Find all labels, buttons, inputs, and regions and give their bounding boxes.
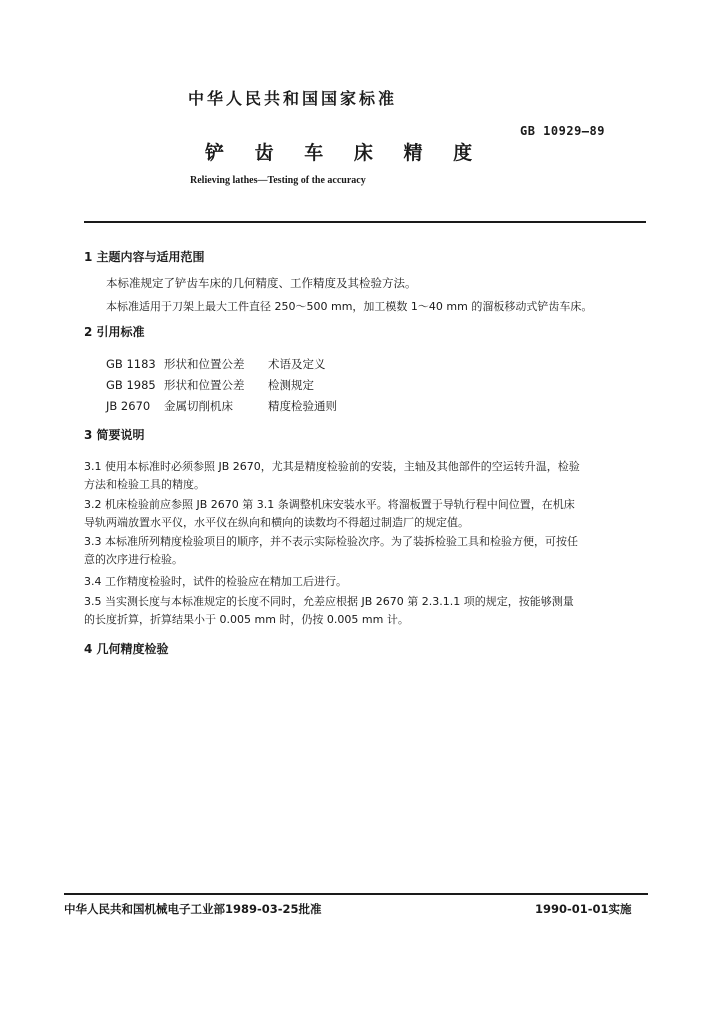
clause-3-5-line-1: 3.5 当实测长度与本标准规定的长度不同时，允差应根据 JB 2670 第 2.3.1.1 项的规定，按能够测量 [84,595,574,608]
clause-3-2-line-2: 导轨两端放置水平仪，水平仪在纵向和横向的读数均不得超过制造厂的规定值。 [84,516,469,529]
clause-3-1-line-1: 3.1 使用本标准时必须参照 JB 2670，尤其是精度检验前的安装，主轴及其他部件的空运转升温，检验 [84,460,580,473]
clause-3-2-line-1: 3.2 机床检验前应参照 JB 2670 第 3.1 条调整机床安装水平。将溜板置于导轨行程中间位置，在机床 [84,498,575,511]
section-2-heading: 2 引用标准 [84,325,145,339]
reference-name: 检测规定 [268,378,314,392]
header-divider [84,221,646,223]
national-standard-heading: 中华人民共和国国家标准 [188,89,398,108]
reference-code: GB 1183 [106,357,156,371]
document-title: 铲 齿 车 床 精 度 [205,142,485,164]
implementation-date: 1990-01-01实施 [535,902,632,916]
section-3-heading: 3 简要说明 [84,428,145,442]
reference-category: 金属切削机床 [164,399,233,413]
reference-name: 精度检验通则 [268,399,337,413]
section-1-heading: 1 主题内容与适用范围 [84,250,205,264]
reference-code: GB 1985 [106,378,156,392]
clause-3-4-line-1: 3.4 工作精度检验时，试件的检验应在精加工后进行。 [84,575,347,588]
section-4-heading: 4 几何精度检验 [84,642,169,656]
section-1-paragraph-2: 本标准适用于刀架上最大工件直径 250～500 mm，加工模数 1～40 mm 的溜板移动式铲齿车床。 [106,300,593,313]
clause-3-5-line-2: 的长度折算，折算结果小于 0.005 mm 时，仍按 0.005 mm 计。 [84,613,409,626]
reference-code: JB 2670 [106,399,151,413]
reference-category: 形状和位置公差 [164,357,245,371]
reference-item [106,356,326,372]
approval-note: 中华人民共和国机械电子工业部1989-03-25批准 [64,902,322,916]
footer-divider [64,893,648,895]
clause-3-3-line-1: 3.3 本标准所列精度检验项目的顺序，并不表示实际检验次序。为了装拆检验工具和检验方便，可按任 [84,535,578,548]
clause-3-3-line-2: 意的次序进行检验。 [84,553,183,566]
reference-item [106,377,314,393]
reference-category: 形状和位置公差 [164,378,245,392]
clause-3-1-line-2: 方法和检验工具的精度。 [84,478,205,491]
reference-item [106,398,337,414]
english-title: Relieving lathes—Testing of the accuracy [190,175,366,186]
section-1-paragraph-1: 本标准规定了铲齿车床的几何精度、工作精度及其检验方法。 [106,276,417,290]
reference-name: 术语及定义 [268,357,326,371]
standard-code: GB 10929—89 [520,124,605,138]
